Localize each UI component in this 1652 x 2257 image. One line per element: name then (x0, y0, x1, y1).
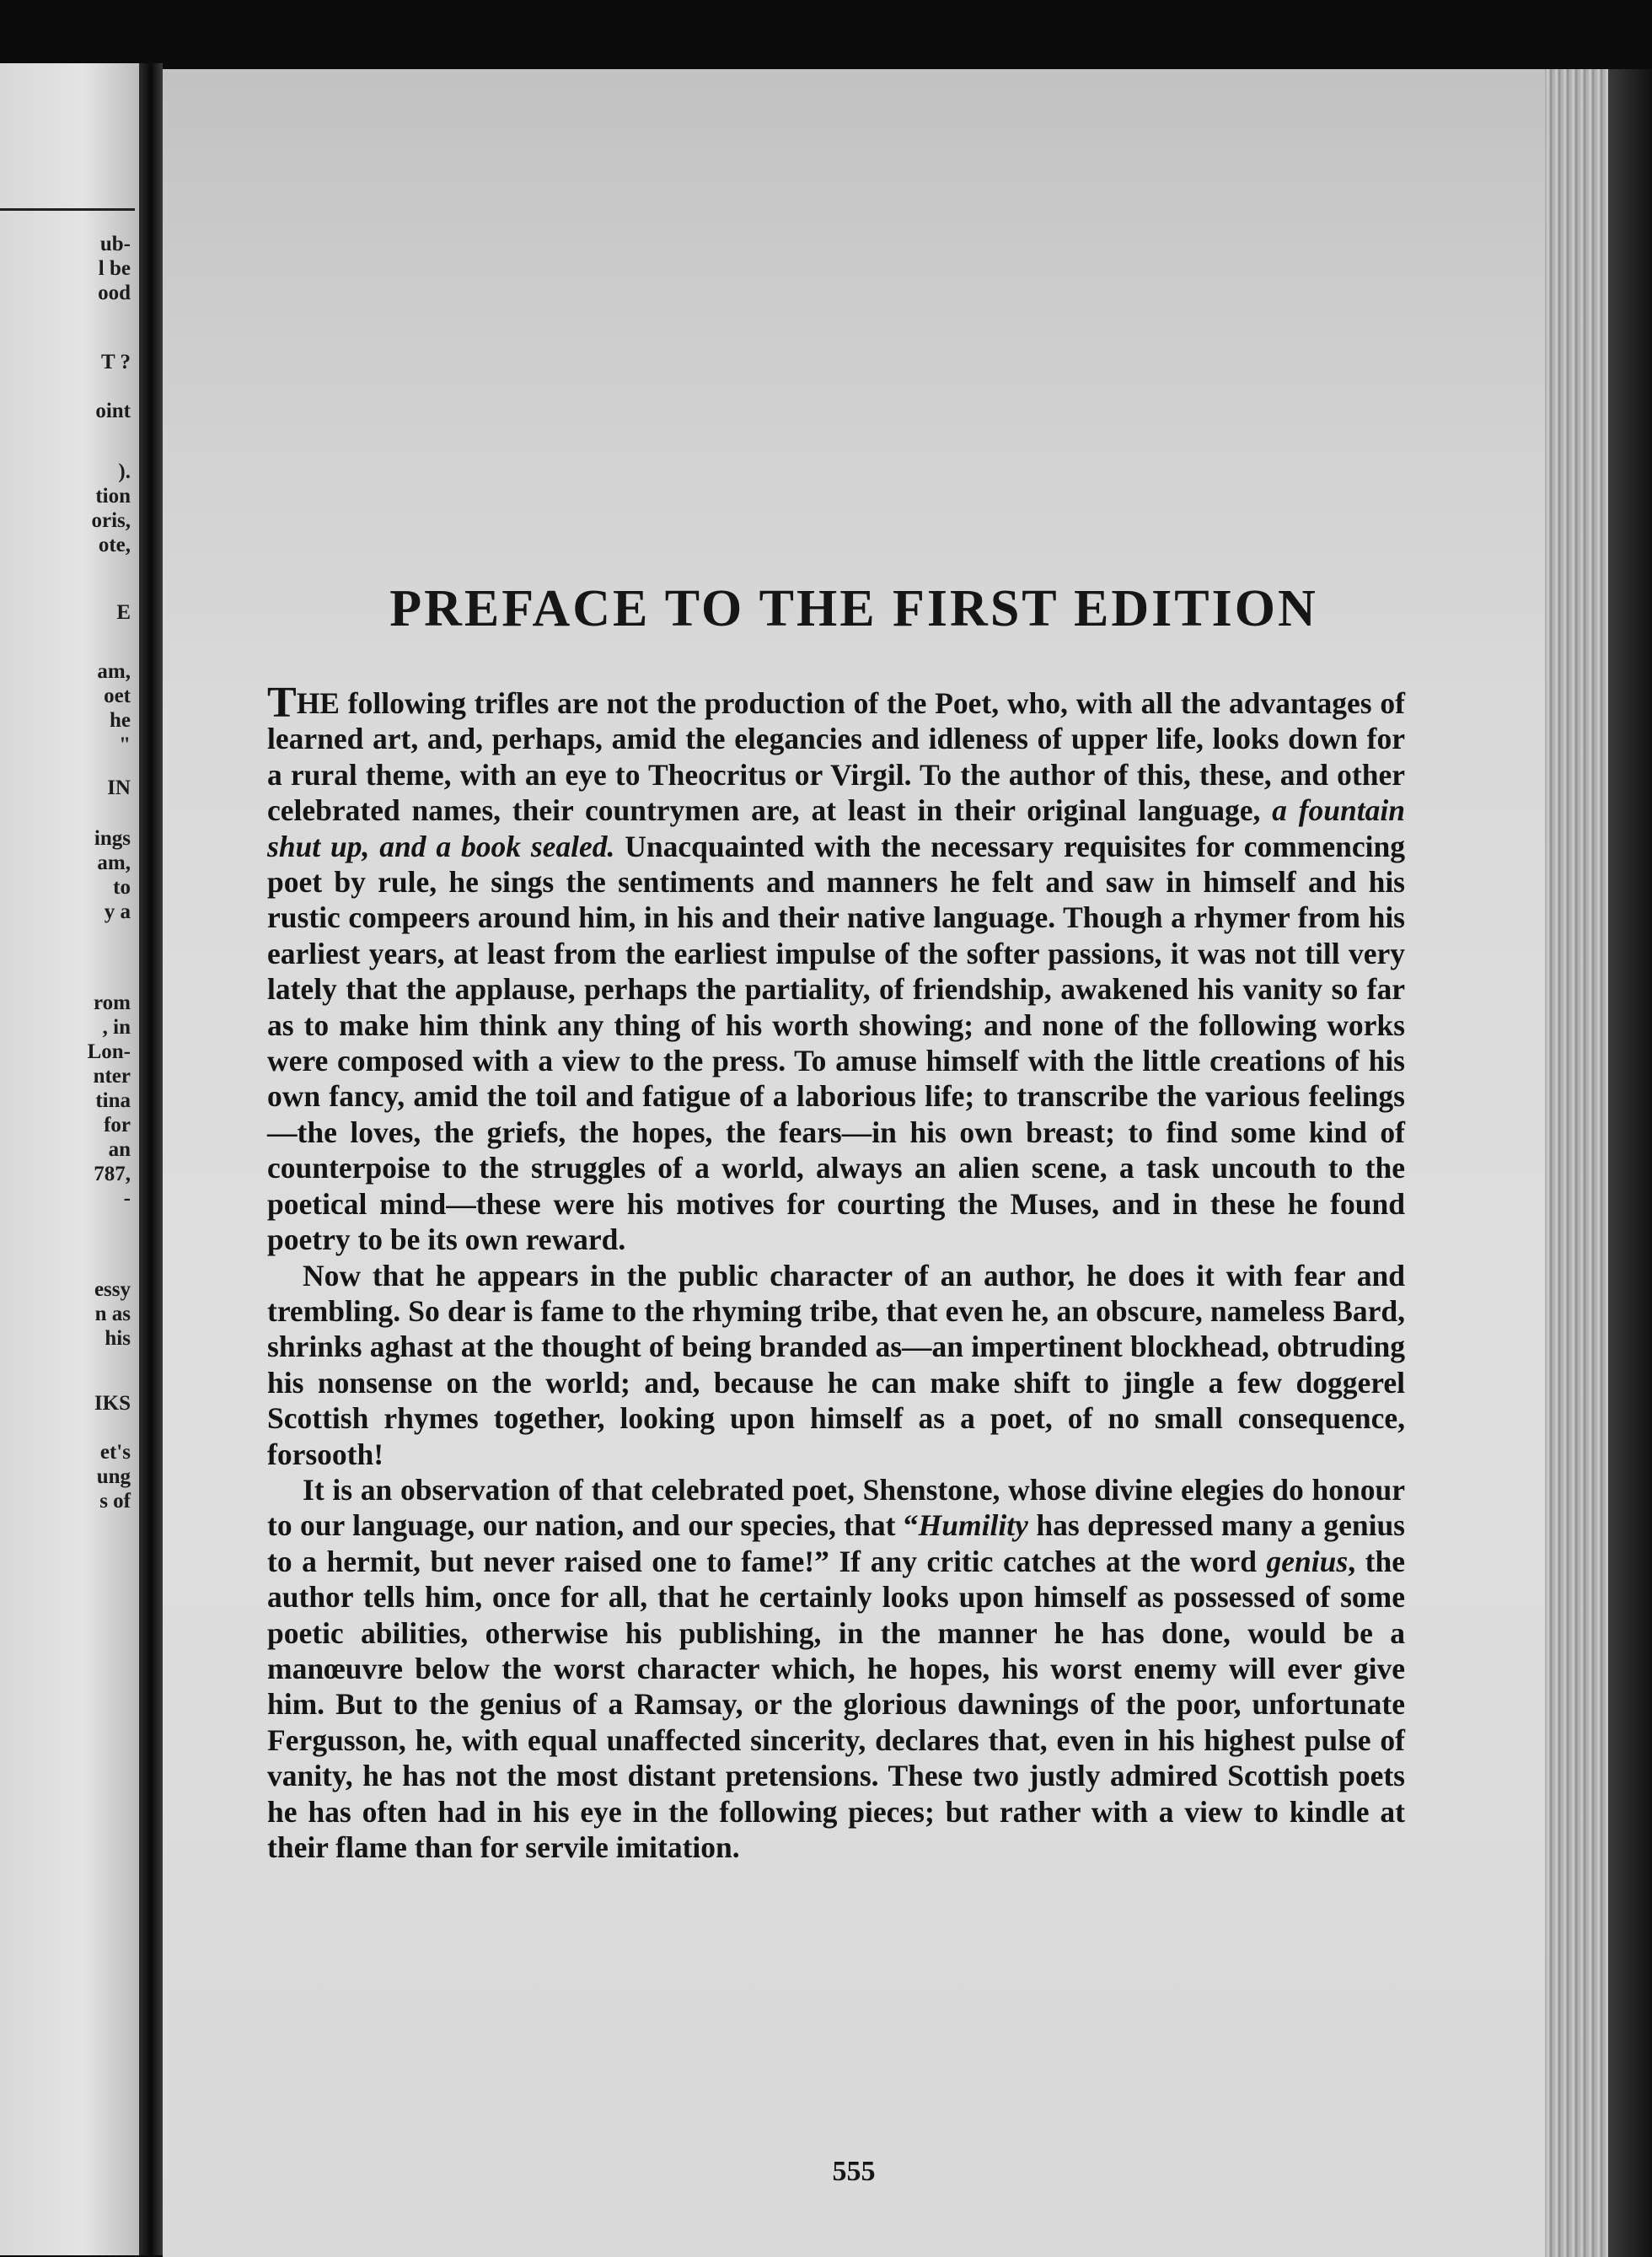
left-fragment: ings (94, 827, 131, 850)
left-page-fragment (0, 63, 139, 2255)
left-fragment: nter (93, 1065, 131, 1088)
left-fragment: essy (94, 1278, 131, 1301)
left-fragment: E (116, 601, 131, 624)
left-fragment: T ? (101, 351, 131, 373)
paragraph-text: HE following trifles are not the production of the Poet, who, with all the advantages of learned art, and, perhaps, amid the elegancies and idleness of upper life, looks down for a rural theme, with an eye to Theocritus or Virgil. To the author of this, these, and other celebrated names, their countrymen are, at least in their original language, (267, 686, 1405, 828)
left-fragment: l be (98, 257, 131, 280)
page-number: 555 (832, 2156, 876, 2187)
paragraph-text: Now that he appears in the public character of an author, he does it with fear and trembling. So dear is fame to the rhyming tribe, that even he, an obscure, nameless Bard, shrinks aghast at the thought of being branded as—an impertinent blockhead, obtruding his nonsense on the world; and, because he can make shift to jingle a few doggerel Scottish rhymes together, looking upon himself as a poet, of no small consequence, forsooth! (267, 1258, 1405, 1471)
left-fragment: oet (104, 685, 131, 707)
left-fragment: to (113, 876, 131, 899)
left-fragment: y a (104, 900, 131, 923)
paragraph (267, 1472, 1405, 1865)
left-fragment: IN (107, 777, 131, 799)
left-fragment: et's (99, 1441, 131, 1464)
page-stack-edge (1545, 69, 1608, 2257)
left-fragment: IKS (94, 1392, 131, 1415)
paragraph (267, 679, 1405, 1258)
left-fragment: he (110, 709, 131, 732)
paragraph-text: Unacquainted with the necessary requisites for commencing poet by rule, he sings the sentiments and manners he felt and saw in himself and his rustic compeers around him, in his and their native language. Though a rhymer from his earliest years, at least from the earliest impulse of the softer passions, it was not till very lately that the applause, perhaps the partiality, of friendship, awakened his vanity so far as to make him think any thing of his worth showing; and none of the following works were composed with a view to the press. To amuse himself with the little creations of his own fancy, amid the toil and fatigue of a laborious life; to transcribe the various feelings —the loves, the griefs, the hopes, the fears—in his own breast; to find some kind of counterpoise to the struggles of a world, always an alien scene, a task uncouth to the poetical mind—these were his motives for courting the Muses, and in these he found poetry to be its own reward. (267, 829, 1405, 1257)
left-fragment: tion (95, 485, 131, 508)
drop-letter: T (267, 679, 297, 727)
left-fragment: for (104, 1114, 131, 1137)
left-fragment: tina (95, 1089, 131, 1112)
left-fragment: ood (98, 282, 131, 304)
left-fragment: ote, (98, 534, 131, 556)
left-fragment: am, (97, 852, 131, 874)
left-fragment: oint (95, 400, 131, 422)
left-fragment: s of (99, 1490, 131, 1513)
left-fragment: his (105, 1327, 131, 1350)
page-title: PREFACE TO THE FIRST EDITION (389, 580, 1318, 637)
left-fragment: rom (94, 991, 131, 1014)
paragraph (267, 1258, 1405, 1472)
book-page (163, 69, 1545, 2257)
left-fragment: 787, (94, 1163, 131, 1185)
paragraph-text: has depressed many a genius to a hermit, but never raised one to fame!” If any critic catches at the word (267, 1508, 1405, 1578)
left-fragment: ). (118, 460, 131, 483)
left-fragment: - (123, 1187, 131, 1210)
paragraph-text: It is an observation of that celebrated poet, Shenstone, whose divine elegies do honour to our language, our nation, and our species, that “ (267, 1472, 1405, 1543)
preface-body (267, 679, 1405, 1865)
left-fragment: am, (97, 660, 131, 683)
book-gutter (139, 63, 163, 2255)
italic-phrase: Humility (918, 1508, 1028, 1543)
left-fragment: , in (102, 1016, 131, 1039)
paragraph-text: , the author tells him, once for all, that he certainly looks upon himself as possessed of some poetic abilities, otherwise his publishing, in the manner he has done, would be a manœuvre below the worst character which, he hopes, his worst enemy will ever give him. But to the genius of a Ramsay, or the glorious dawnings of the poor, unfortunate Fergusson, he, with equal unaffected sincerity, declares that, even in his highest pulse of vanity, he has not the most distant pretensions. These two justly admired Scottish poets he has often had in his eye in the following pieces; but rather with a view to kindle at their flame than for servile imitation. (267, 1544, 1405, 1864)
left-fragment: oris, (91, 509, 131, 532)
book-cover-edge (1608, 69, 1652, 2257)
left-page-rule (0, 208, 135, 211)
left-fragment: ub- (99, 233, 131, 255)
left-fragment: n as (94, 1303, 131, 1325)
italic-phrase: a fountain shut up, and a book sealed. (267, 793, 1405, 863)
italic-phrase: genius (1266, 1544, 1349, 1578)
left-fragment: Lon- (87, 1040, 131, 1063)
left-fragment: an (108, 1138, 131, 1161)
left-fragment: " (119, 734, 131, 756)
left-fragment: ung (96, 1465, 131, 1488)
